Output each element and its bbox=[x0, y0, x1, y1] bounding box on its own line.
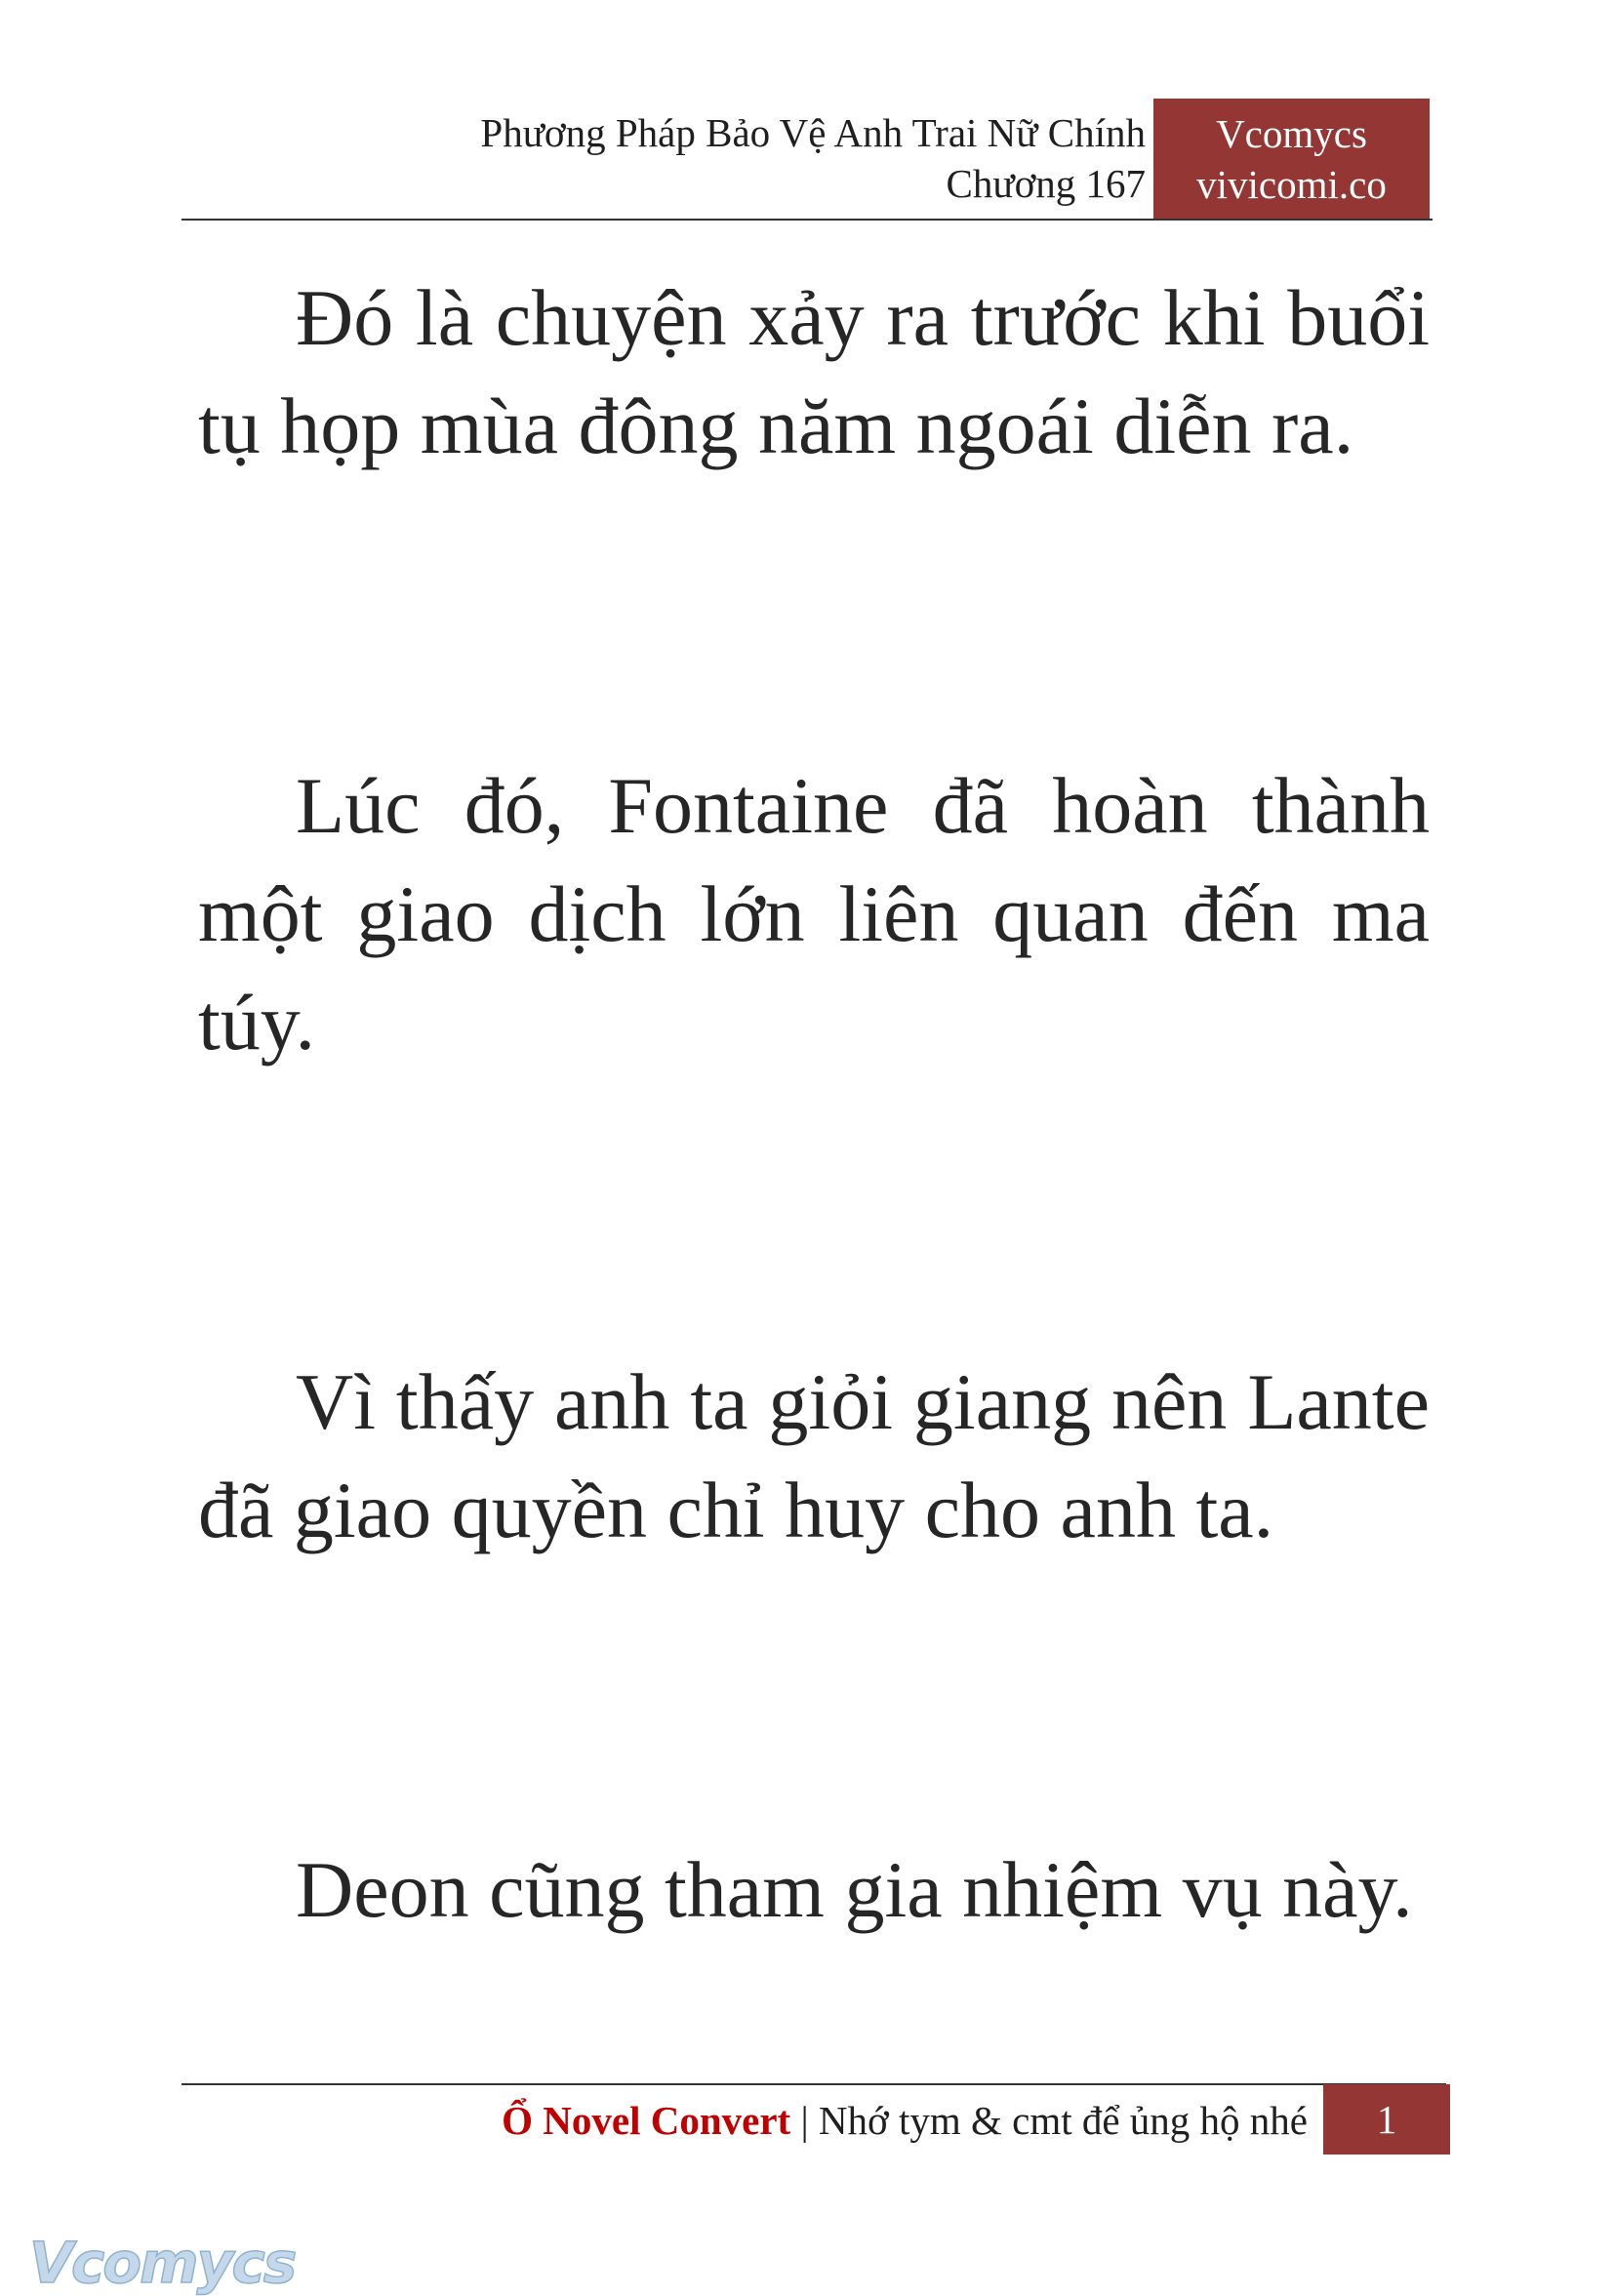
footer-separator: | bbox=[790, 2098, 819, 2143]
book-title: Phương Pháp Bảo Vệ Anh Trai Nữ Chính bbox=[480, 110, 1146, 155]
paragraph-2: Lúc đó, Fontaine đã hoàn thành một giao dịch lớn liên quan đến ma túy. bbox=[198, 761, 1430, 1067]
page-header bbox=[267, 107, 1146, 209]
paragraph-1: Đó là chuyện xảy ra trước khi buổi tụ họp mùa đông năm ngoái diễn ra. bbox=[198, 273, 1430, 470]
paragraph-4: Deon cũng tham gia nhiệm vụ này. bbox=[296, 1845, 1413, 1934]
chapter-label: Chương 167 bbox=[946, 161, 1146, 206]
page-footer bbox=[502, 2096, 1308, 2145]
footer-brand: Ổ Novel Convert bbox=[502, 2098, 791, 2143]
chapter-body bbox=[198, 263, 1430, 2215]
brand-site: vivicomi.co bbox=[1196, 162, 1387, 207]
paragraph-3: Vì thấy anh ta giỏi giang nên Lante đã giao quyền chỉ huy cho anh ta. bbox=[198, 1357, 1430, 1554]
brand-name: Vcomycs bbox=[1216, 111, 1367, 156]
footer-divider bbox=[182, 2083, 1446, 2085]
footer-message: Nhớ tym & cmt để ủng hộ nhé bbox=[818, 2098, 1308, 2143]
page-number: 1 bbox=[1323, 2084, 1450, 2155]
header-divider bbox=[182, 219, 1433, 221]
header-brand-box bbox=[1153, 99, 1430, 221]
watermark-logo: Vcomycs bbox=[29, 2230, 296, 2296]
